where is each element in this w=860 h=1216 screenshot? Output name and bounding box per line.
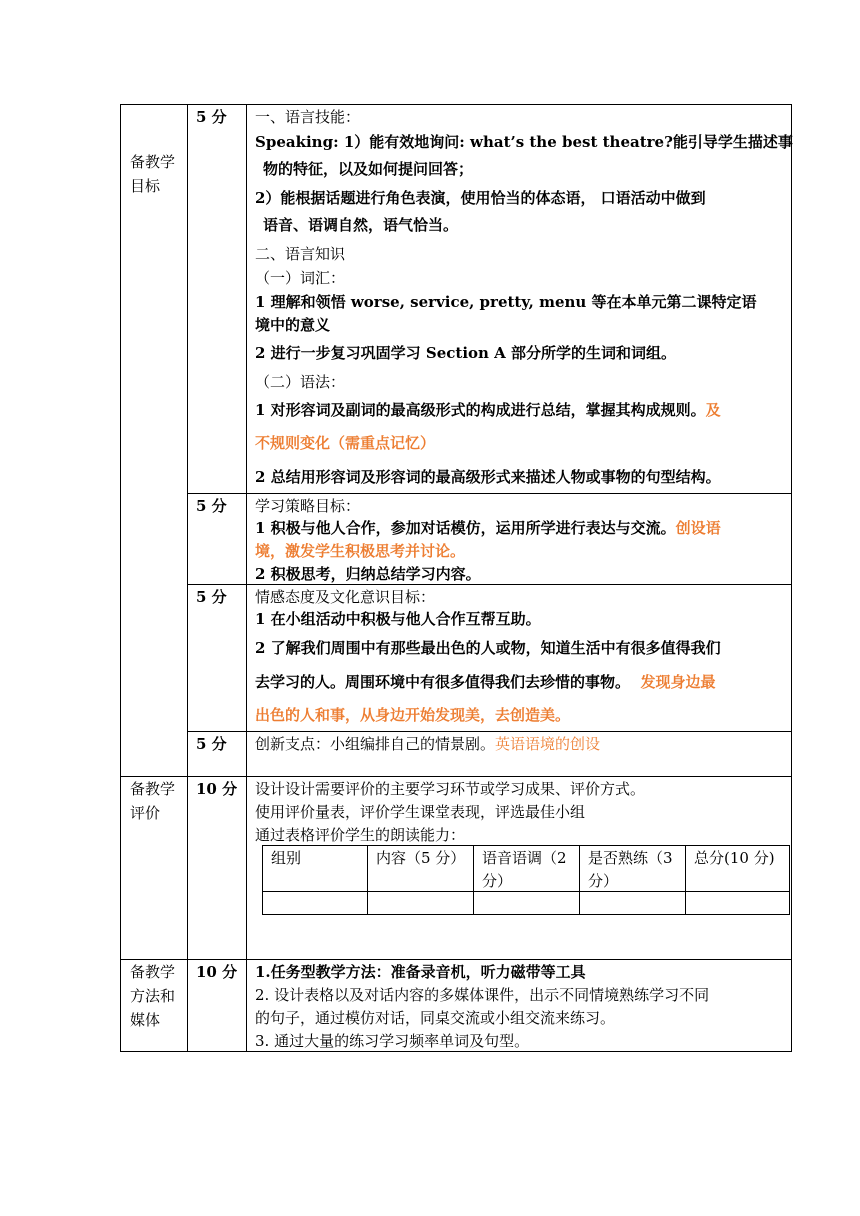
- methods-line2: 2. 设计表格以及对话内容的多媒体课件，出示不同情境熟练学习不同: [255, 986, 710, 1004]
- eval-table-header-fluency-2: 分）: [588, 872, 619, 890]
- innovation-text: 创新支点：小组编排自己的情景剧。: [255, 735, 496, 753]
- strategy-line1: [255, 518, 721, 538]
- strategy-line1-text: 1 积极与他人合作，参加对话模仿，运用所学进行表达与交流。: [255, 519, 676, 537]
- goals-s1-line3: 2）能根据话题进行角色表演，使用恰当的体态语， 口语活动中做到: [255, 189, 706, 207]
- innovation-line: [255, 734, 600, 754]
- eval-table-header-pronunciation: 语音语调（2: [482, 849, 567, 867]
- section-label-methods-3: 媒体: [130, 1011, 161, 1029]
- evaluation-line1: 设计设计需要评价的主要学习环节或学习成果、评价方式。: [255, 780, 646, 798]
- eval-table-header-content: 内容（5 分）: [376, 849, 466, 867]
- eval-table-header-pronunciation-2: 分）: [482, 872, 513, 890]
- score-emotion: 5 分: [196, 588, 227, 606]
- goals-s1-line4: 语音、语调自然，语气恰当。: [263, 216, 459, 234]
- emotion-line4-highlight: 出色的人和事，从身边开始发现美，去创造美。: [255, 706, 571, 724]
- evaluation-line2: 使用评价量表，评价学生课堂表现，评选最佳小组: [255, 803, 586, 821]
- goals-s2-line4-text: 1 对形容词及副词的最高级形式的构成进行总结，掌握其构成规则。: [255, 401, 706, 419]
- section-label-goals-2: 目标: [130, 177, 161, 195]
- score-methods: 10 分: [196, 963, 238, 981]
- emotion-line3: [255, 672, 715, 692]
- emotion-line2: 2 了解我们周围中有那些最出色的人或物，知道生活中有很多值得我们: [255, 639, 721, 657]
- section-label-eval-1: 备教学: [130, 780, 176, 798]
- score-innovation: 5 分: [196, 735, 227, 753]
- goals-s2-line2: 境中的意义: [255, 316, 331, 334]
- goals-s1-line2: 物的特征，以及如何提问回答；: [263, 160, 474, 178]
- emotion-line3-text: 去学习的人。周围环境中有很多值得我们去珍惜的事物。: [255, 673, 631, 691]
- section-label-methods-1: 备教学: [130, 963, 176, 981]
- score-evaluation: 10 分: [196, 780, 238, 798]
- goals-s2-grammar: （二）语法：: [255, 373, 346, 391]
- strategy-line1-highlight: 创设语: [675, 519, 721, 537]
- goals-s2-line1: 1 理解和领悟 worse, service, pretty, menu 等在本单元第二课特定语: [255, 293, 757, 311]
- methods-line4: 3. 通过大量的练习学习频率单词及句型。: [255, 1032, 530, 1050]
- eval-table-header-fluency: 是否熟练（3: [588, 849, 673, 867]
- goals-s2-title: 二、语言知识: [255, 245, 346, 263]
- goals-s2-line5-highlight: 不规则变化（需重点记忆）: [255, 434, 436, 452]
- goals-s2-line4: [255, 400, 721, 420]
- section-label-goals-1: 备教学: [130, 153, 176, 171]
- eval-table-header-group: 组别: [271, 849, 302, 867]
- methods-line3: 的句子，通过模仿对话，同桌交流或小组交流来练习。: [255, 1009, 616, 1027]
- strategy-title: 学习策略目标：: [255, 497, 361, 515]
- goals-s1-line1: Speaking: 1）能有效地询问: what’s the best theatre?能引导学生描述事: [255, 133, 793, 151]
- goals-s2-line3: 2 进行一步复习巩固学习 Section A 部分所学的生词和词组。: [255, 344, 677, 362]
- goals-s2-vocab: （一）词汇：: [255, 269, 346, 287]
- strategy-line2-highlight: 境，激发学生积极思考并讨论。: [255, 542, 466, 560]
- evaluation-line3: 通过表格评价学生的朗读能力：: [255, 826, 466, 844]
- emotion-line1: 1 在小组活动中积极与他人合作互帮互助。: [255, 610, 541, 628]
- methods-line1-text: 1.任务型教学方法：准备录音机，听力磁带等工具: [255, 963, 586, 981]
- emotion-line3-highlight: 发现身边最: [640, 673, 716, 691]
- eval-table-header-total: 总分(10 分): [694, 849, 775, 867]
- goals-s1-title: 一、语言技能：: [255, 108, 361, 126]
- score-language-skills: 5 分: [196, 108, 227, 126]
- methods-line1: [255, 962, 586, 982]
- section-label-eval-2: 评价: [130, 804, 161, 822]
- section-label-methods-2: 方法和: [130, 987, 176, 1005]
- goals-s2-line6: 2 总结用形容词及形容词的最高级形式来描述人物或事物的句型结构。: [255, 468, 721, 486]
- score-strategy: 5 分: [196, 497, 227, 515]
- goals-s2-line4-highlight: 及: [705, 401, 721, 419]
- strategy-line3: 2 积极思考，归纳总结学习内容。: [255, 565, 481, 583]
- innovation-highlight: 英语语境的创设: [495, 735, 601, 753]
- emotion-title: 情感态度及文化意识目标：: [255, 588, 436, 606]
